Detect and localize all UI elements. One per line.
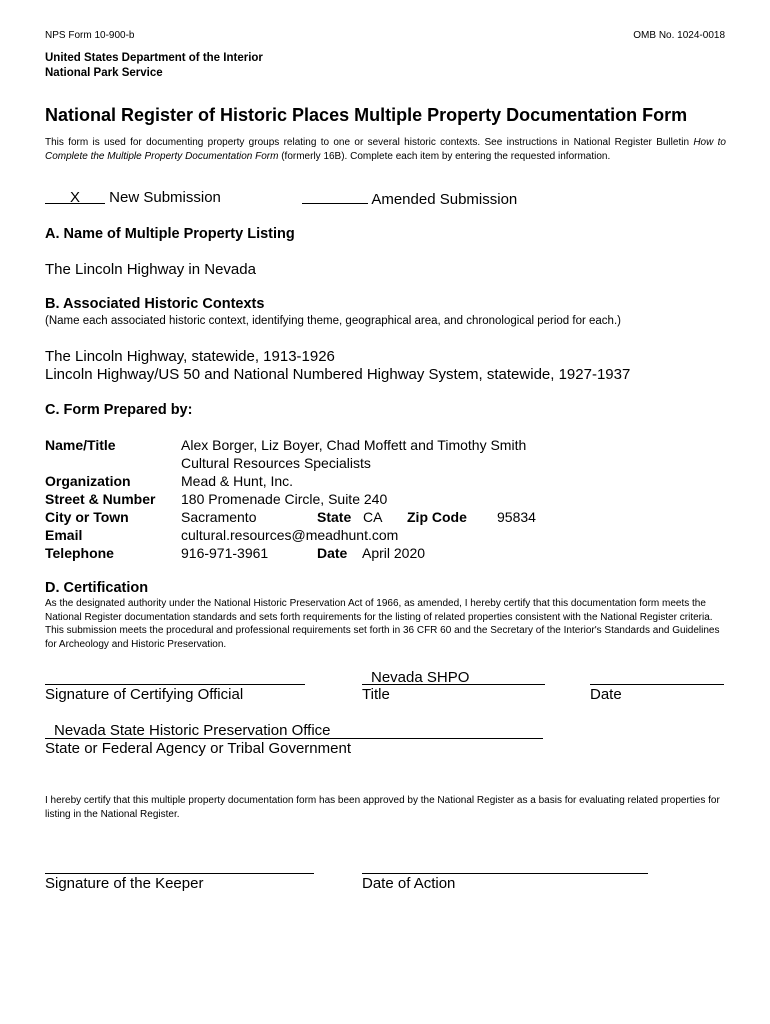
email-label: Email — [45, 527, 83, 543]
service-name: National Park Service — [45, 67, 163, 79]
amended-submission-option[interactable] — [302, 189, 517, 208]
agency-line[interactable] — [45, 738, 543, 739]
new-submission-option[interactable] — [45, 189, 221, 206]
date-value: April 2020 — [362, 545, 426, 561]
department-name: United States Department of the Interior — [45, 52, 263, 64]
section-c-heading: C. Form Prepared by: — [45, 402, 193, 418]
certifier-title-value: Nevada SHPO — [371, 669, 470, 686]
email-value: cultural.resources@meadhunt.com — [181, 527, 399, 543]
agency-label: State or Federal Agency or Tribal Government — [45, 740, 351, 757]
amended-submission-label: Amended Submission — [371, 191, 518, 208]
form-title: National Register of Historic Places Multiple Property Documentation Form — [45, 105, 688, 125]
historic-context-1: The Lincoln Highway, statewide, 1913-1926 — [45, 348, 335, 365]
organization-value: Mead & Hunt, Inc. — [181, 473, 294, 489]
new-submission-mark[interactable]: X — [45, 189, 105, 204]
name-title-label: Name/Title — [45, 437, 116, 453]
certifying-official-label: Signature of Certifying Official — [45, 686, 244, 703]
amended-submission-mark[interactable] — [302, 189, 368, 204]
keeper-certification-text: I hereby certify that this multiple property documentation form has been approved by the National Register as a basis for evaluating related properties for listing in the National Register. — [45, 795, 720, 820]
bulletin-title: How to Complete the Multiple Property Documentation Form — [45, 137, 726, 162]
form-number: NPS Form 10-900-b — [45, 30, 135, 41]
date-label: Date — [317, 545, 348, 561]
zip-label: Zip Code — [407, 509, 467, 525]
property-listing-name: The Lincoln Highway in Nevada — [45, 261, 256, 278]
keeper-signature-label: Signature of the Keeper — [45, 875, 204, 892]
intro-text: This form is used for documenting property groups relating to one or several historic contexts. See instructions in National Register Bulletin How to Complete the Multiple Property Documentation Form (formerly 16B). Complete each item by entering the requested information. — [45, 137, 726, 162]
city-value: Sacramento — [181, 509, 257, 525]
new-submission-label: New Submission — [109, 189, 221, 206]
name-value: Alex Borger, Liz Boyer, Chad Moffett and Timothy Smith — [181, 437, 527, 453]
omb-number: OMB No. 1024-0018 — [633, 30, 725, 41]
zip-value: 95834 — [497, 509, 536, 525]
street-value: 180 Promenade Circle, Suite 240 — [181, 491, 388, 507]
keeper-signature-line[interactable] — [45, 873, 314, 874]
section-b-heading: B. Associated Historic Contexts — [45, 296, 265, 312]
section-a-heading: A. Name of Multiple Property Listing — [45, 226, 295, 242]
agency-value: Nevada State Historic Preservation Office — [54, 722, 331, 739]
certifier-title-label: Title — [362, 686, 390, 703]
organization-label: Organization — [45, 473, 131, 489]
date-of-action-label: Date of Action — [362, 875, 456, 892]
section-d-heading: D. Certification — [45, 580, 149, 596]
street-label: Street & Number — [45, 491, 156, 507]
certification-date-label: Date — [590, 686, 622, 703]
historic-context-2: Lincoln Highway/US 50 and National Numbered Highway System, statewide, 1927-1937 — [45, 366, 631, 383]
section-b-instruction: (Name each associated historic context, identifying theme, geographical area, and chronological period for each.) — [45, 315, 621, 327]
date-of-action-line[interactable] — [362, 873, 648, 874]
certification-date-line[interactable] — [590, 684, 724, 685]
telephone-label: Telephone — [45, 545, 114, 561]
title-line[interactable] — [362, 684, 545, 685]
title-value: Cultural Resources Specialists — [181, 455, 371, 471]
certifying-official-signature-line[interactable] — [45, 684, 305, 685]
telephone-value: 916-971-3961 — [181, 545, 269, 561]
city-label: City or Town — [45, 509, 129, 525]
certification-text: As the designated authority under the National Historic Preservation Act of 1966, as amended, I hereby certify that this documentation form meets the National Register documentation standards and sets forth requirements for the listing of related properties consistent with the National Register criteria. This submission meets the procedural and professional requirements set forth in 36 CFR 60 and the Secretary of the Interior's Standards and Guidelines for Archeology and Historic Preservation. — [45, 598, 720, 650]
state-label: State — [317, 509, 352, 525]
state-value: CA — [363, 509, 383, 525]
